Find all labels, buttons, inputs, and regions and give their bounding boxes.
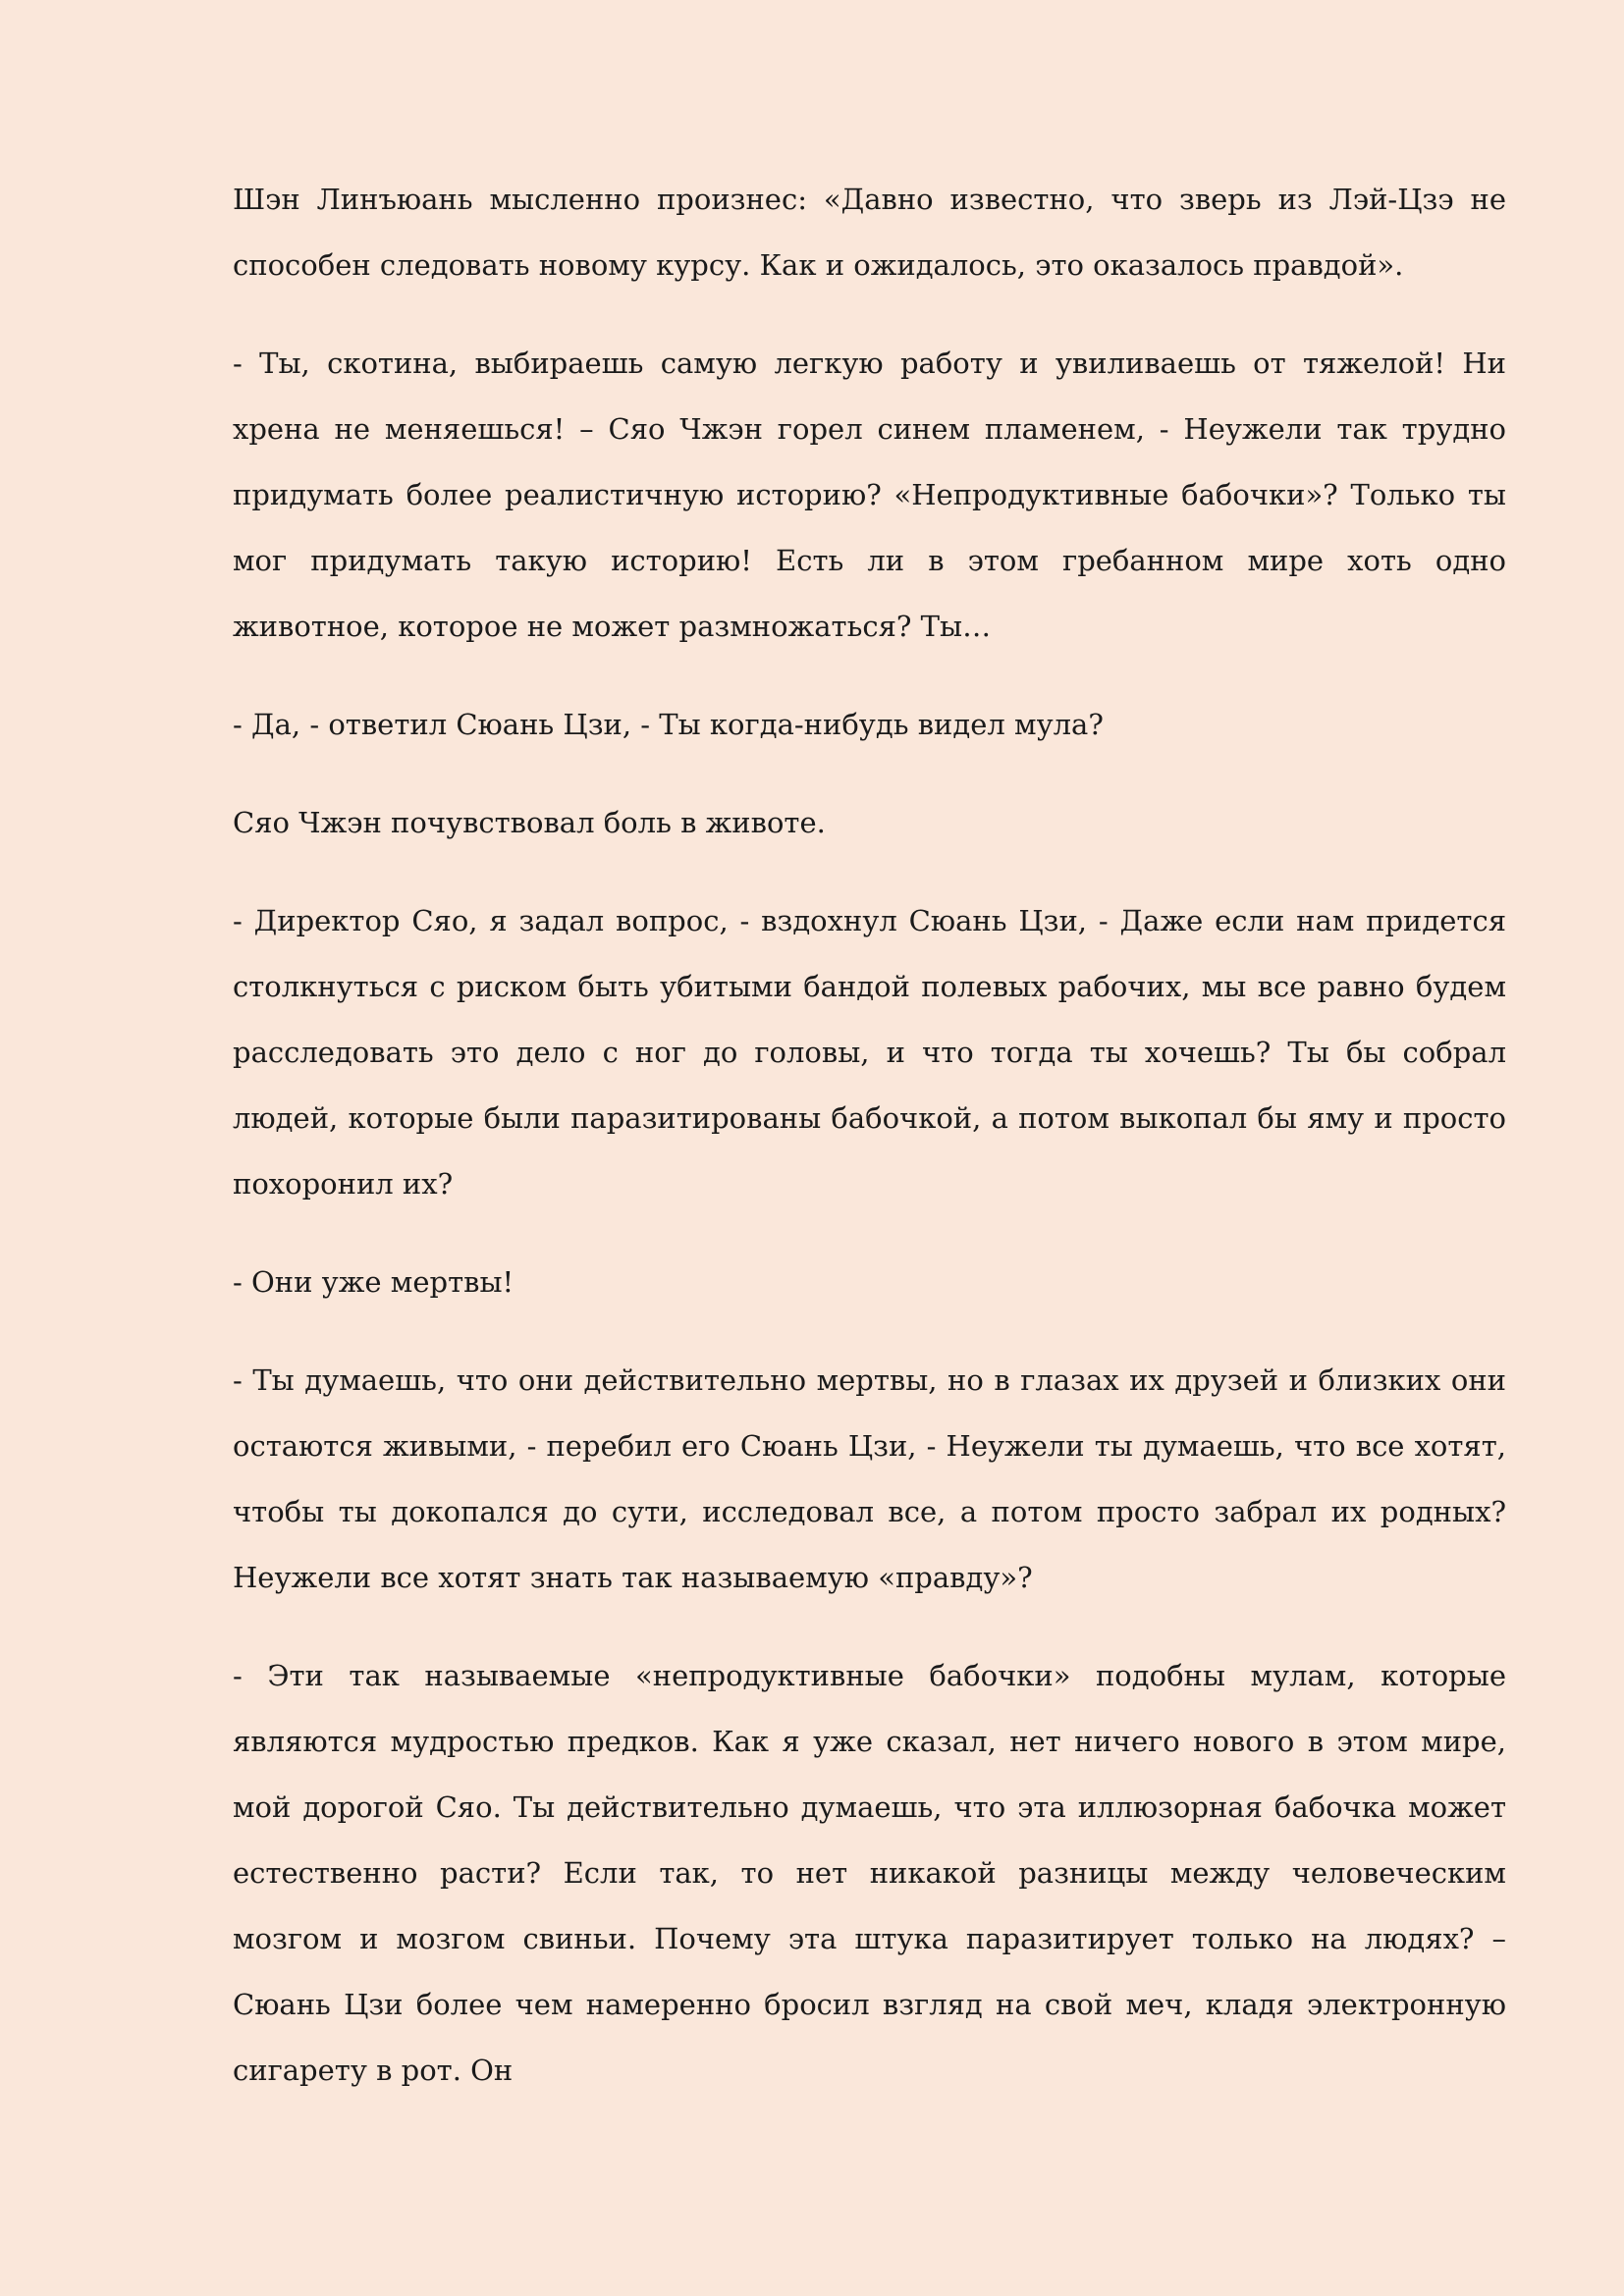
paragraph: - Ты думаешь, что они действительно мертвы, но в глазах их друзей и близких они остаются живыми, - перебил его Сюань Цзи, - Неужели ты думаешь, что все хотят, чтобы ты докопался до сути, исследовал все, а потом просто забрал их родных? Неужели все хотят знать так называемую «правду»? [233,1363,1506,1594]
paragraph: Шэн Линъюань мысленно произнес: «Давно известно, что зверь из Лэй-Цзэ не способен следовать новому курсу. Как и ожидалось, это оказалось правдой». [233,183,1506,282]
paragraph: - Они уже мертвы! [233,1265,514,1299]
paragraph: - Эти так называемые «непродуктивные бабочки» подобны мулам, которые являются мудростью предков. Как я уже сказал, нет ничего нового в этом мире, мой дорогой Сяо. Ты действительно думаешь, что эта иллюзорная бабочка может естественно расти? Если так, то нет никакой разницы между человеческим мозгом и мозгом свиньи. Почему эта штука паразитирует только на людях? – Сюань Цзи более чем намеренно бросил взгляд на свой меч, кладя электронную сигарету в рот. Он [233,1659,1506,2087]
paragraph: - Да, - ответил Сюань Цзи, - Ты когда-нибудь видел мула? [233,708,1104,741]
paragraph: Сяо Чжэн почувствовал боль в животе. [233,806,826,839]
paragraph: - Ты, скотина, выбираешь самую легкую работу и увиливаешь от тяжелой! Ни хрена не меняешься! – Сяо Чжэн горел синем пламенем, - Неужели так трудно придумать более реалистичную историю? «Непродуктивные бабочки»? Только ты мог придумать такую историю! Есть ли в этом гребанном мире хоть одно животное, которое не может размножаться? Ты… [233,347,1506,643]
document-body [233,167,1506,2136]
paragraph: - Директор Сяо, я задал вопрос, - вздохнул Сюань Цзи, - Даже если нам придется столкнуться с риском быть убитыми бандой полевых рабочих, мы все равно будем расследовать это дело с ног до головы, и что тогда ты хочешь? Ты бы собрал людей, которые были паразитированы бабочкой, а потом выкопал бы яму и просто похоронил их? [233,904,1506,1201]
